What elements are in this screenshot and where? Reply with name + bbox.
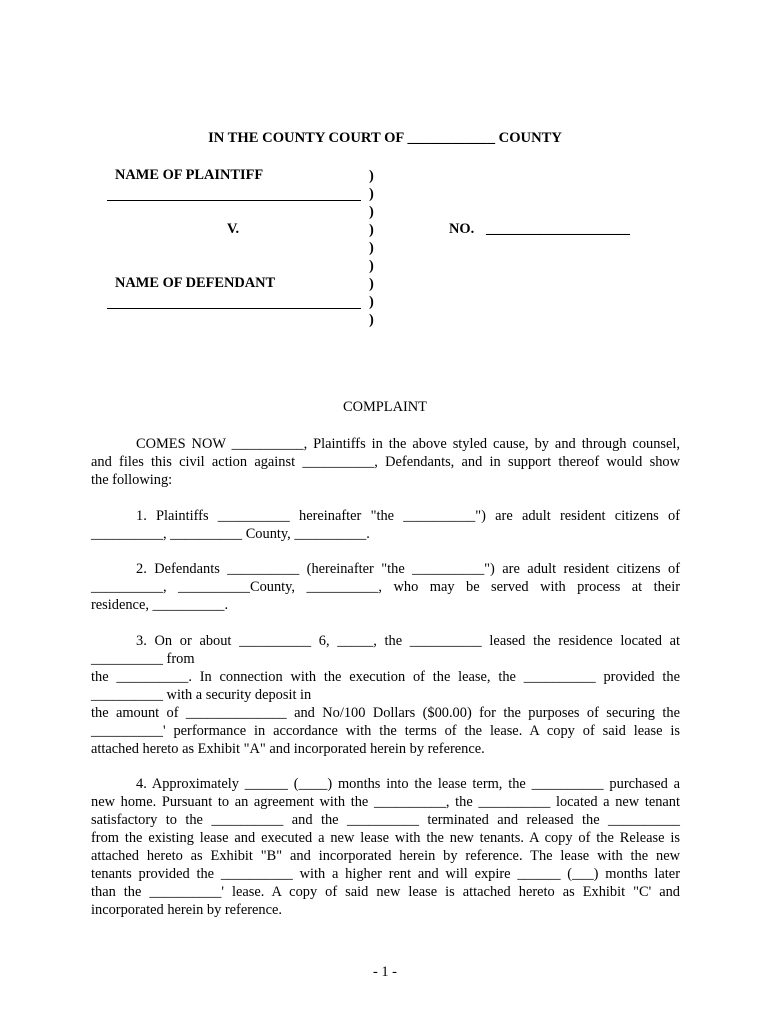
versus-label: V.	[227, 221, 240, 237]
caption-paren: )	[369, 168, 374, 184]
caption-paren: )	[369, 258, 374, 274]
page-number: - 1 -	[373, 964, 397, 980]
paragraph-line: tenants provided the __________ with a higher rent and will expire ______ (___) months later	[91, 866, 680, 882]
caption-paren: )	[369, 240, 374, 256]
paragraph-1	[91, 507, 680, 543]
paragraph-4	[91, 775, 680, 919]
paragraph-line: __________ from	[91, 651, 195, 667]
caption-paren: )	[369, 276, 374, 292]
paragraph-line: COMES NOW __________, Plaintiffs in the above styled cause, by and through counsel,	[136, 436, 680, 452]
paragraph-line: 2. Defendants __________ (hereinafter "the __________") are adult resident citizens of	[136, 561, 680, 577]
paragraph-line: than the __________' lease. A copy of said new lease is attached hereto as Exhibit "C' and	[91, 884, 680, 900]
paragraph-line: attached hereto as Exhibit "B" and incorporated herein by reference. The lease with the new	[91, 848, 680, 864]
court-heading: IN THE COUNTY COURT OF ____________ COUNTY	[208, 130, 562, 146]
defendant-name-line	[107, 308, 361, 309]
defendant-label: NAME OF DEFENDANT	[115, 275, 276, 291]
paragraph-3	[91, 632, 680, 758]
paragraph-line: residence, __________.	[91, 597, 229, 613]
caption-paren: )	[369, 294, 374, 310]
paragraph-line: __________' performance in accordance with the terms of the lease. A copy of said lease is	[91, 723, 680, 739]
paragraph-line: new home. Pursuant to an agreement with the __________, the __________ located a new tenant	[91, 794, 680, 810]
paragraph-line: __________ with a security deposit in	[91, 687, 312, 703]
paragraph-line: attached hereto as Exhibit "A" and incorporated herein by reference.	[91, 741, 485, 757]
paragraph-line: from the existing lease and executed a new lease with the new tenants. A copy of the Release is	[91, 830, 680, 846]
case-number-blank: ____________________	[486, 221, 630, 237]
paragraph-line: 4. Approximately ______ (____) months into the lease term, the __________ purchased a	[136, 776, 680, 792]
caption-paren: )	[369, 222, 374, 238]
paragraph-line: the following:	[91, 472, 173, 488]
paragraph-line: the __________. In connection with the execution of the lease, the __________ provided the	[91, 669, 680, 685]
caption-paren: )	[369, 186, 374, 202]
paragraph-line: satisfactory to the __________ and the __________ terminated and released the __________	[91, 812, 680, 828]
caption-paren: )	[369, 204, 374, 220]
paragraph-line: and files this civil action against __________, Defendants, and in support thereof would show	[91, 454, 680, 470]
paragraph-line: incorporated herein by reference.	[91, 902, 282, 918]
paragraph-line: __________, __________County, __________, who may be served with process at their	[91, 579, 680, 595]
paragraph-line: the amount of ______________ and No/100 Dollars ($00.00) for the purposes of securing the	[91, 705, 680, 721]
paragraph-line: __________, __________ County, __________.	[91, 526, 370, 542]
case-number-label: NO.	[449, 221, 475, 237]
paragraph-line: 3. On or about __________ 6, _____, the __________ leased the residence located at	[136, 633, 680, 649]
plaintiff-label: NAME OF PLAINTIFF	[115, 167, 264, 183]
plaintiff-name-line	[107, 200, 361, 201]
caption-paren: )	[369, 312, 374, 328]
document-title: COMPLAINT	[343, 399, 427, 415]
paragraph-line: 1. Plaintiffs __________ hereinafter "the __________") are adult resident citizens of	[136, 508, 680, 524]
intro-paragraph	[91, 435, 680, 489]
paragraph-2	[91, 560, 680, 614]
